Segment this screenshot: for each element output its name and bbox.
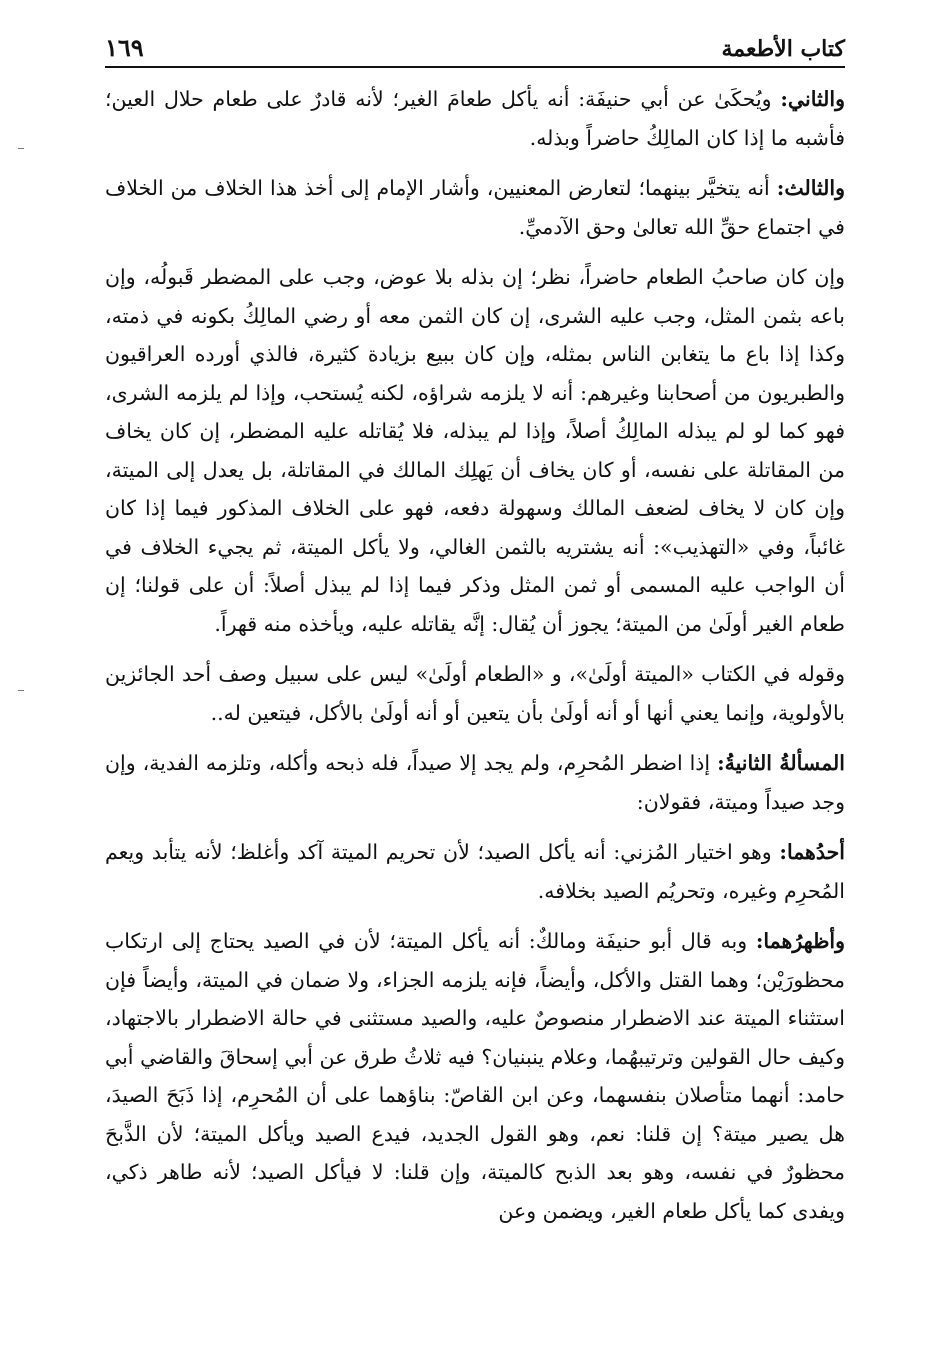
- paragraph-lead: المسألةُ الثانيةُ:: [717, 751, 845, 775]
- paragraph-lead: أحدُهما:: [779, 840, 845, 864]
- paragraph-text: وإن كان صاحبُ الطعام حاضراً، نظر؛ إن بذله بلا عوض، وجب على المضطر قَبولُه، وإن باعه بثمن المثل، وجب عليه الشرى، إن كان الثمن معه أو رضي المالِكُ بكونه في ذمته، وكذا إذا باع ما يتغابن الناس بمثله، وإن كان ببيع بزيادة كثيرة، فالذي أورده العراقيون والطبريون من أصحابنا وغيرهم: أنه لا يلزمه شراؤه، لكنه يُستحب، وإذا لم يلزمه الشرى، فهو كما لو لم يبذله المالِكُ أصلاً، وإذا لم يبذله، فلا يُقاتله عليه المضطر، إن كان يخاف من المقاتلة على نفسه، أو كان يخاف أن يَهلِك المالك في المقاتلة، بل يعدل إلى الميتة، وإن كان لا يخاف لضعف المالك وسهولة دفعه، فهو على الخلاف المذكور فيما إذا كان غائباً، وفي «التهذيب»: أنه يشتريه بالثمن الغالي، ولا يأكل الميتة، ثم يجيء الخلاف في أن الواجب عليه المسمى أو ثمن المثل وذكر فيما إذا لم يبذل أصلاً: أن على قولنا؛ إن طعام الغير أولَىٰ من الميتة؛ يجوز أن يُقال: إنَّه يقاتله عليه، ويأخذه منه قهراً.: [105, 265, 845, 636]
- paragraph-text: ويُحكَىٰ عن أبي حنيفَة: أنه يأكل طعامَ الغير؛ لأنه قادرٌ على طعام حلال العين؛ فأشبه ما إذا كان المالِكُ حاضراً وبذله.: [105, 87, 845, 150]
- running-header: [105, 22, 845, 68]
- book-page: [105, 22, 845, 1242]
- paragraph-owner-present: [105, 258, 845, 643]
- paragraph-text: وهو اختيار المُزني: أنه يأكل الصيد؛ لأن تحريم الميتة آكد وأغلظ؛ لأنه يتأبد ويعم المُحرِم وغيره، وتحريُم الصيد بخلافه.: [105, 840, 845, 903]
- paragraph-lead: وأظهرُهما:: [755, 929, 845, 953]
- book-title: كتاب الأطعمة: [721, 36, 845, 62]
- paragraph-lead: والثالث:: [776, 176, 845, 200]
- paragraph-second-issue: [105, 744, 845, 821]
- scan-margin-mark: [18, 148, 24, 149]
- paragraph-text: إذا اضطر المُحرِم، ولم يجد إلا صيداً، فله ذبحه وأكله، وتلزمه الفدية، وإن وجد صيداً وميتة، فقولان:: [105, 751, 845, 814]
- paragraph-text: وبه قال أبو حنيفَة ومالكٌ: أنه يأكل الميتة؛ لأن في الصيد يحتاج إلى ارتكاب محظورَيْن؛ وهما القتل والأكل، وأيضاً، فإنه يلزمه الجزاء، ولا ضمان في الميتة، وأيضاً فإن استثناء الميتة عند الاضطرار منصوصٌ عليه، والصيد مستثنى في حالة الاضطرار بالاجتهاد، وكيف حال القولين وترتيبهُما، وعلام ينبنيان؟ فيه ثلاثُ طرق عن أبي إسحاقَ والقاضي أبي حامد: أنهما متأصلان بنفسهما، وعن ابن القاصّ: بناؤهما على أن المُحرِم، إذا ذَبَحَ الصيدَ، هل يصير ميتة؟ إن قلنا: نعم، وهو القول الجديد، فيدع الصيد ويأكل الميتة؛ لأن الذَّبحَ محظورٌ في نفسه، وهو بعد الذبح كالميتة، وإن قلنا: لا فيأكل الصيد؛ لأنه طاهر ذكي، ويفدى كما يأكل طعام الغير، ويضمن وعن: [105, 929, 845, 1223]
- paragraph-book-statement: [105, 655, 845, 732]
- paragraph-second-opinion: [105, 80, 845, 157]
- page-body: [105, 80, 845, 1230]
- paragraph-third-opinion: [105, 169, 845, 246]
- page-number: ١٦٩: [105, 33, 144, 62]
- paragraph-lead: والثاني:: [780, 87, 845, 111]
- paragraph-stronger-view: [105, 922, 845, 1230]
- paragraph-first-view: [105, 833, 845, 910]
- scan-margin-mark: [18, 690, 24, 691]
- paragraph-text: أنه يتخيَّر بينهما؛ لتعارض المعنيين، وأشار الإمام إلى أخذ هذا الخلاف من الخلاف في اجتماع حقِّ الله تعالىٰ وحق الآدميِّ.: [105, 176, 845, 239]
- paragraph-text: وقوله في الكتاب «الميتة أولَىٰ»، و «الطعام أولَىٰ» ليس على سبيل وصف أحد الجائزين بالأولوية، وإنما يعني أنها أو أنه أولَىٰ بأن يتعين أو أنه أولَىٰ بالأكل، فيتعين له..: [105, 662, 845, 725]
